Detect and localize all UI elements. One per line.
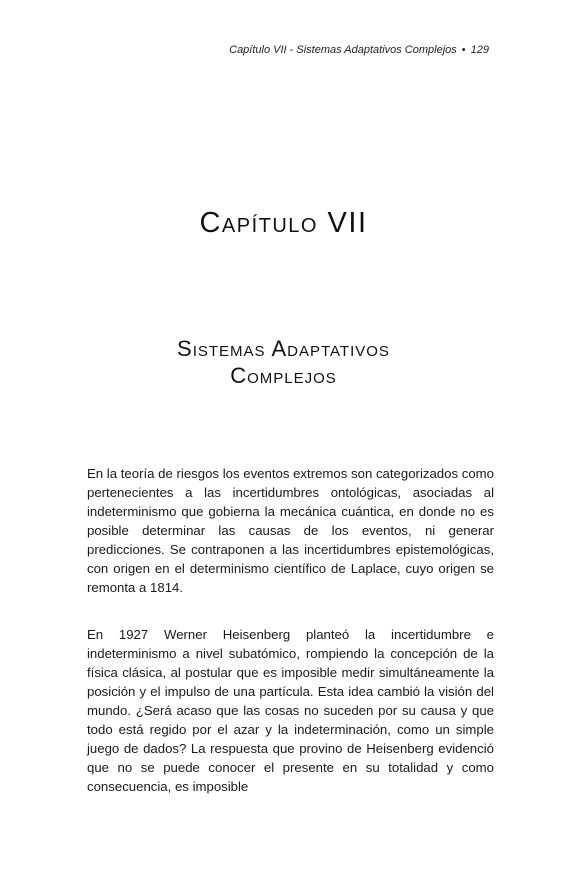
- section-title-line-2: Complejos: [230, 363, 337, 388]
- header-bullet: •: [461, 44, 466, 56]
- header-section-ref: Sistemas Adaptativos Complejos: [296, 44, 457, 56]
- section-title-line-1: Sistemas Adaptativos: [177, 336, 390, 361]
- body-paragraph-1: En la teoría de riesgos los eventos extremos son categorizados como pertenecientes a las incertidumbres ontológicas, asociadas al indeterminismo que gobierna la mecánica cuántica, en donde no es posible determinar las causas de los eventos, ni generar predicciones. Se contraponen a las incertidumbres epistemológicas, con origen en el determinismo científico de Laplace, cuyo origen se remonta a 1814.: [87, 466, 494, 595]
- running-header: [229, 44, 489, 56]
- chapter-title: Capítulo VII: [199, 207, 368, 239]
- body-paragraph-2: En 1927 Werner Heisenberg planteó la incertidumbre e indeterminismo a nivel subatómico, rompiendo la concepción de la física clásica, al postular que es imposible medir simultáneamente la posición y el impulso de una partícula. Esta idea cambió la visión del mundo. ¿Será acaso que las cosas no suceden por su causa y que todo está regido por el azar y la indeterminación, como un simple juego de dados? La respuesta que provino de Heisenberg evidenció que no se puede conocer el presente en su totalidad y como consecuencia, es imposible: [87, 627, 494, 794]
- header-separator: -: [286, 44, 297, 56]
- header-chapter-ref: Capítulo VII: [229, 44, 287, 56]
- section-title: [0, 335, 567, 389]
- page-number: 129: [470, 44, 489, 56]
